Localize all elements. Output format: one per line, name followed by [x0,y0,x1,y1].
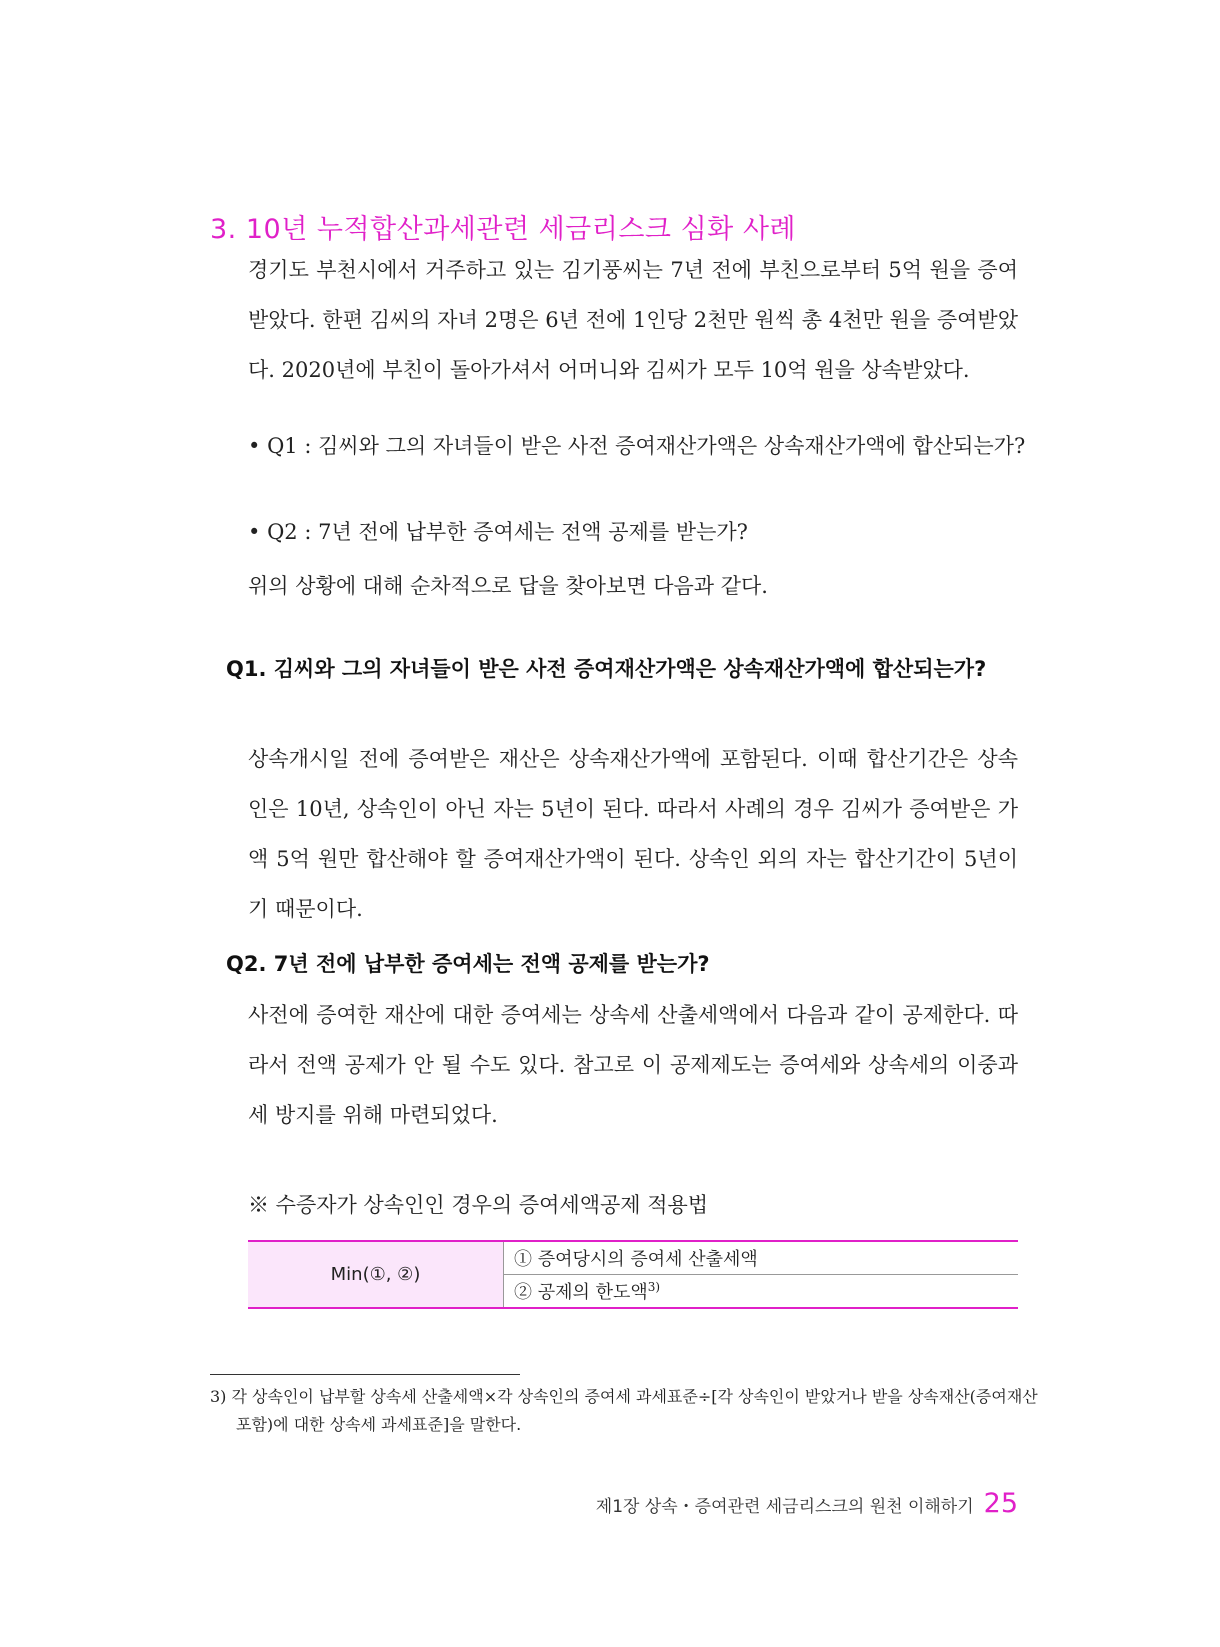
note-line: ※ 수증자가 상속인인 경우의 증여세액공제 적용법 [248,1193,709,1217]
q1-answer: 상속개시일 전에 증여받은 재산은 상속재산가액에 포함된다. 이때 합산기간은 상속인은 10년, 상속인이 아닌 자는 5년이 된다. 따라서 사례의 경우 김씨가 증여받은 가액 5억 원만 합산해야 할 증여재산가액이 된다. 상속인 외의 자는 합산기간이 5년이기 때문이다. [248,747,1018,921]
page-number: 25 [983,1488,1018,1519]
bullet-marker: • [248,434,261,458]
footnote-3: 3) 각 상속인이 납부할 상속세 산출세액×각 상속인의 증여세 과세표준÷[각 상속인이 받았거나 받을 상속재산(증여재산 포함)에 대한 상속세 과세표준]을 말한다. [210,1387,1038,1434]
page-footer [596,1488,1018,1519]
lead-paragraph: 위의 상황에 대해 순차적으로 답을 찾아보면 다음과 같다. [248,574,768,598]
credit-formula-table [248,1240,1018,1309]
formula-item-2 [504,1275,1019,1309]
formula-item-2-text: ② 공제의 한도액 [514,1282,648,1303]
bullet-text-2: Q2 : 7년 전에 납부한 증여세는 전액 공제를 받는가? [267,520,748,544]
formula-item-1: ① 증여당시의 증여세 산출세액 [504,1241,1019,1275]
question-bullet-2 [248,508,1036,556]
footnote-ref: 3) [647,1280,661,1294]
bullet-marker: • [248,520,261,544]
section-title: 3. 10년 누적합산과세관련 세금리스크 심화 사례 [210,214,797,245]
question-bullet-1 [248,422,1036,470]
q2-heading: Q2. 7년 전에 납부한 증여세는 전액 공제를 받는가? [226,952,710,976]
footnote-divider [210,1374,520,1375]
bullet-text-1: Q1 : 김씨와 그의 자녀들이 받은 사전 증여재산가액은 상속재산가액에 합산되는가? [267,434,1026,458]
chapter-title: 제1장 상속・증여관련 세금리스크의 원천 이해하기 [595,1497,974,1517]
q2-answer: 사전에 증여한 재산에 대한 증여세는 상속세 산출세액에서 다음과 같이 공제한다. 따라서 전액 공제가 안 될 수도 있다. 참고로 이 공제제도는 증여세와 상속세의 이중과세 방지를 위해 마련되었다. [248,1003,1018,1127]
q1-heading: Q1. 김씨와 그의 자녀들이 받은 사전 증여재산가액은 상속재산가액에 합산되는가? [226,657,987,681]
min-formula-cell: Min(①, ②) [248,1241,504,1308]
intro-paragraph: 경기도 부천시에서 거주하고 있는 김기풍씨는 7년 전에 부친으로부터 5억 원을 증여받았다. 한편 김씨의 자녀 2명은 6년 전에 1인당 2천만 원씩 총 4천만 원을 증여받았다. 2020년에 부친이 돌아가셔서 어머니와 김씨가 모두 10억 원을 상속받았다. [248,258,1018,382]
